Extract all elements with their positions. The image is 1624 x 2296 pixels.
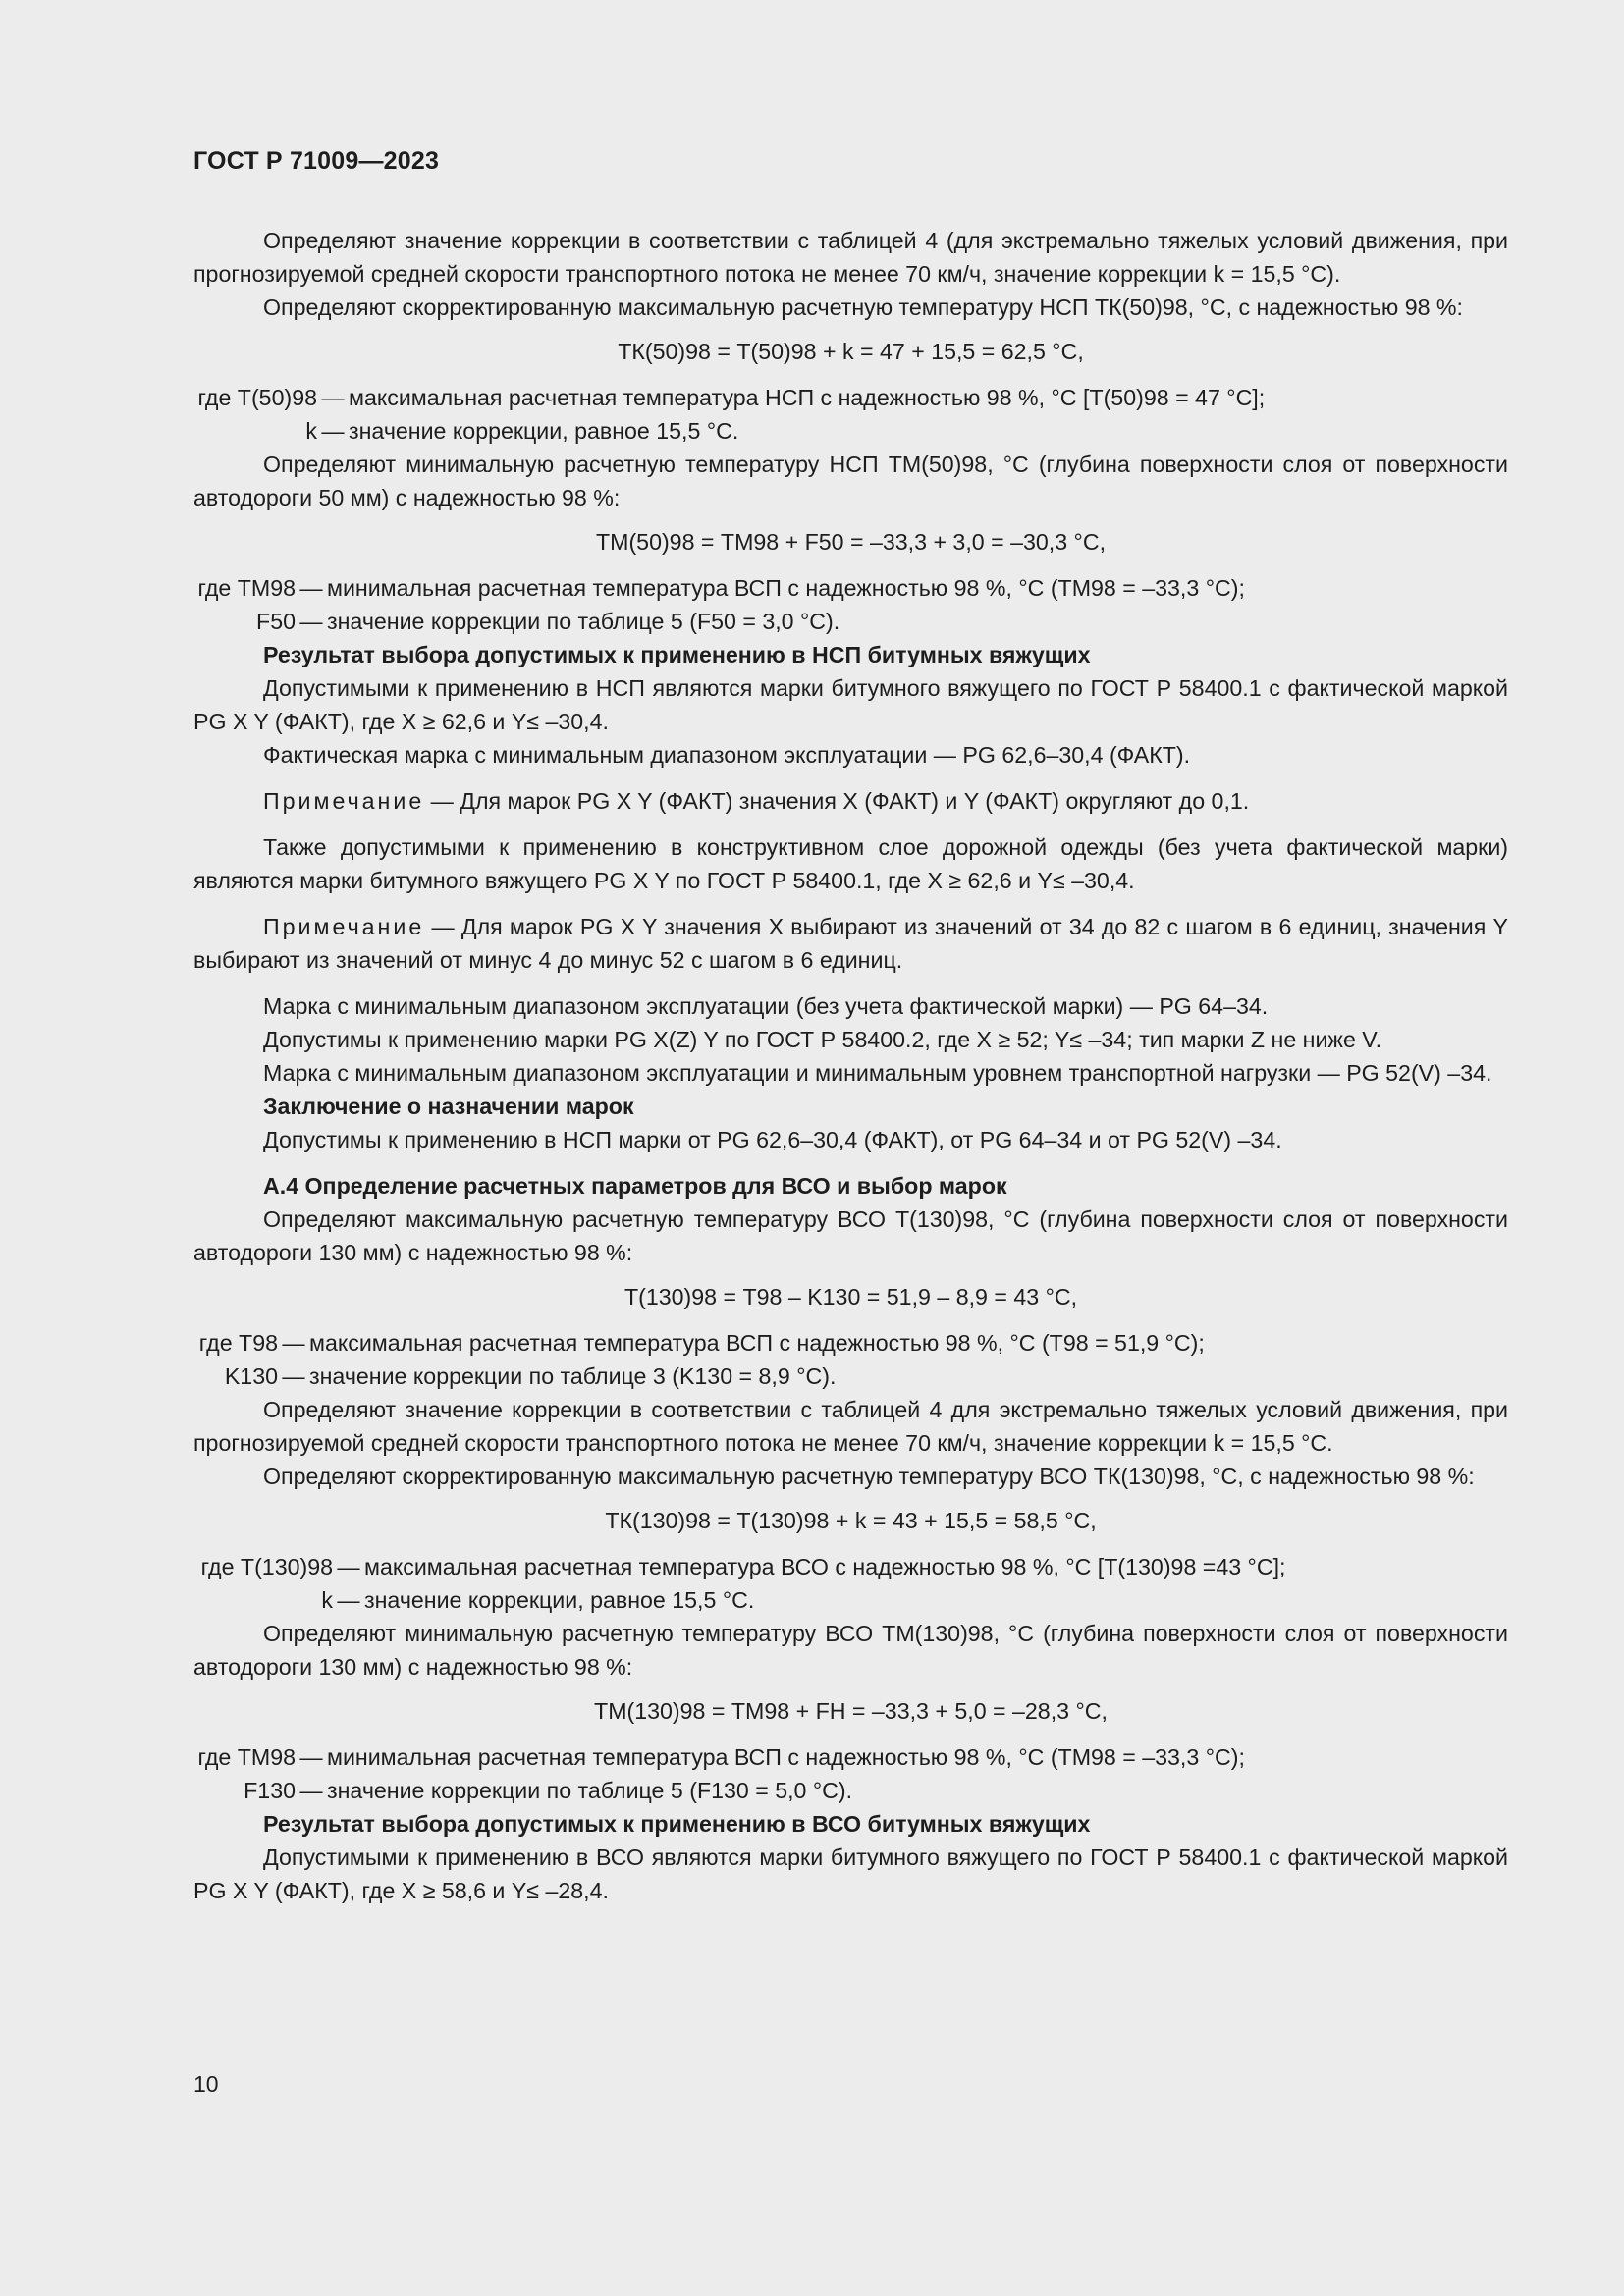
formula: Т(130)98 = Т98 – K130 = 51,9 – 8,9 = 43 °С, [623, 1284, 1078, 1309]
section-heading: А.4 Определение расчетных параметров для ВСО и выбор марок [263, 1173, 1007, 1199]
document-header: ГОСТ Р 71009—2023 [193, 147, 440, 175]
paragraph: Определяют минимальную расчетную температуру НСП ТМ(50)98, °С (глубина поверхности слоя от поверхности автодороги 50 мм) с надежностью 98 %: [193, 452, 1508, 510]
where-row [193, 381, 1508, 414]
where-row [193, 571, 1508, 605]
where-symbol: где Т(50)98 [197, 385, 317, 410]
where-dash: — [299, 1744, 323, 1770]
where-description: минимальная расчетная температура ВСП с надежностью 98 %, °С (ТМ98 = –33,3 °С); [327, 575, 1245, 601]
formula: ТМ(130)98 = ТМ98 + FH = –33,3 + 5,0 = –28,3 °С, [594, 1698, 1108, 1724]
where-dash: — [337, 1587, 360, 1613]
paragraph: Определяют минимальную расчетную температуру ВСО ТМ(130)98, °С (глубина поверхности слоя от поверхности автодороги 130 мм) с надежностью 98 %: [193, 1621, 1508, 1680]
where-symbol: F50 [256, 609, 296, 634]
where-symbol: где Т(130)98 [200, 1554, 333, 1579]
paragraph: Допустимыми к применению в ВСО являются марки битумного вяжущего по ГОСТ Р 58400.1 с фактической маркой PG X Y (ФАКТ), где X ≥ 58,6 и Y≤ –28,4. [193, 1844, 1508, 1903]
where-symbol: k [305, 418, 317, 444]
where-symbol: K130 [224, 1363, 278, 1389]
paragraph: Определяют максимальную расчетную температуру ВСО Т(130)98, °С (глубина поверхности слоя от поверхности автодороги 130 мм) с надежностью 98 %: [193, 1206, 1508, 1265]
where-dash: — [321, 385, 345, 410]
note [193, 910, 1508, 977]
note-text: — Для марок PG X Y значения X выбирают из значений от 34 до 82 с шагом в 6 единиц, значения Y выбирают из значений от минус 4 до минус 52 с шагом в 6 единиц. [193, 914, 1508, 973]
where-dash: — [321, 418, 345, 444]
paragraph: Фактическая марка с минимальным диапазоном эксплуатации — PG 62,6–30,4 (ФАКТ). [263, 742, 1191, 768]
where-symbol: F130 [244, 1778, 296, 1803]
document-body [193, 224, 1508, 1907]
paragraph: Определяют значение коррекции в соответствии с таблицей 4 (для экстремально тяжелых условий движения, при прогнозируемой средней скорости транспортного потока не менее 70 км/ч, значение коррекции k = 15,5 °С). [193, 228, 1508, 287]
where-dash: — [299, 609, 323, 634]
section-subheading: Заключение о назначении марок [263, 1094, 634, 1119]
where-row [193, 605, 1508, 638]
where-description: максимальная расчетная температура ВСП с надежностью 98 %, °С (Т98 = 51,9 °С); [309, 1330, 1205, 1356]
formula: ТМ(50)98 = ТМ98 + F50 = –33,3 + 3,0 = –30,3 °С, [595, 529, 1107, 555]
where-description: максимальная расчетная температура ВСО с надежностью 98 %, °С [Т(130)98 =43 °С]; [364, 1554, 1286, 1579]
note-label: Примечание [263, 788, 425, 814]
where-dash: — [337, 1554, 360, 1579]
where-row [193, 1360, 1508, 1393]
where-dash: — [282, 1330, 305, 1356]
where-dash: — [282, 1363, 305, 1389]
page-number: 10 [193, 2071, 219, 2097]
where-description: значение коррекции по таблице 5 (F50 = 3,0 °С). [327, 609, 840, 634]
where-row [193, 1550, 1508, 1583]
where-dash: — [299, 1778, 323, 1803]
section-subheading: Результат выбора допустимых к применению в ВСО битумных вяжущих [263, 1811, 1091, 1837]
where-dash: — [299, 575, 323, 601]
note [193, 784, 1508, 818]
where-description: значение коррекции по таблице 5 (F130 = 5,0 °С). [327, 1778, 853, 1803]
paragraph: Определяют скорректированную максимальную расчетную температуру НСП ТК(50)98, °С, с надежностью 98 %: [263, 294, 1463, 320]
section-subheading: Результат выбора допустимых к применению в НСП битумных вяжущих [263, 642, 1091, 667]
paragraph: Марка с минимальным диапазоном эксплуатации (без учета фактической марки) — PG 64–34. [263, 993, 1269, 1019]
paragraph: Также допустимыми к применению в конструктивном слое дорожной одежды (без учета фактической марки) являются марки битумного вяжущего PG X Y по ГОСТ Р 58400.1, где X ≥ 62,6 и Y≤ –30,4. [193, 834, 1508, 893]
paragraph: Допустимы к применению в НСП марки от PG 62,6–30,4 (ФАКТ), от PG 64–34 и от PG 52(V) –34. [263, 1127, 1282, 1152]
where-symbol: где ТМ98 [197, 1744, 296, 1770]
paragraph: Определяют значение коррекции в соответствии с таблицей 4 для экстремально тяжелых условий движения, при прогнозируемой средней скорости транспортного потока не менее 70 км/ч, значение коррекции k = 15,5 °С. [193, 1397, 1508, 1456]
where-description: значение коррекции, равное 15,5 °С. [349, 418, 739, 444]
where-description: значение коррекции по таблице 3 (K130 = 8,9 °С). [309, 1363, 837, 1389]
paragraph: Допустимы к применению марки PG X(Z) Y по ГОСТ Р 58400.2, где X ≥ 52; Y≤ –34; тип марки Z не ниже V. [263, 1027, 1382, 1052]
where-row [193, 1740, 1508, 1774]
where-row [193, 1583, 1508, 1617]
where-row [193, 414, 1508, 448]
where-description: максимальная расчетная температура НСП с надежностью 98 %, °С [Т(50)98 = 47 °С]; [349, 385, 1266, 410]
where-row [193, 1326, 1508, 1360]
where-symbol: где ТМ98 [197, 575, 296, 601]
where-row [193, 1774, 1508, 1807]
where-description: минимальная расчетная температура ВСП с надежностью 98 %, °С (ТМ98 = –33,3 °С); [327, 1744, 1245, 1770]
note-text: — Для марок PG X Y (ФАКТ) значения X (ФАКТ) и Y (ФАКТ) округляют до 0,1. [430, 788, 1250, 814]
where-description: значение коррекции, равное 15,5 °С. [364, 1587, 755, 1613]
where-symbol: k [321, 1587, 333, 1613]
note-label: Примечание [263, 914, 425, 939]
paragraph: Марка с минимальным диапазоном эксплуатации и минимальным уровнем транспортной нагрузки — PG 52(V) –34. [263, 1060, 1492, 1086]
formula: ТК(130)98 = Т(130)98 + k = 43 + 15,5 = 58,5 °С, [605, 1508, 1097, 1533]
where-symbol: где Т98 [198, 1330, 278, 1356]
paragraph: Определяют скорректированную максимальную расчетную температуру ВСО ТК(130)98, °С, с надежностью 98 %: [263, 1464, 1475, 1489]
formula: ТК(50)98 = Т(50)98 + k = 47 + 15,5 = 62,5 °С, [618, 339, 1084, 364]
paragraph: Допустимыми к применению в НСП являются марки битумного вяжущего по ГОСТ Р 58400.1 с фактической маркой PG X Y (ФАКТ), где X ≥ 62,6 и Y≤ –30,4. [193, 675, 1508, 734]
